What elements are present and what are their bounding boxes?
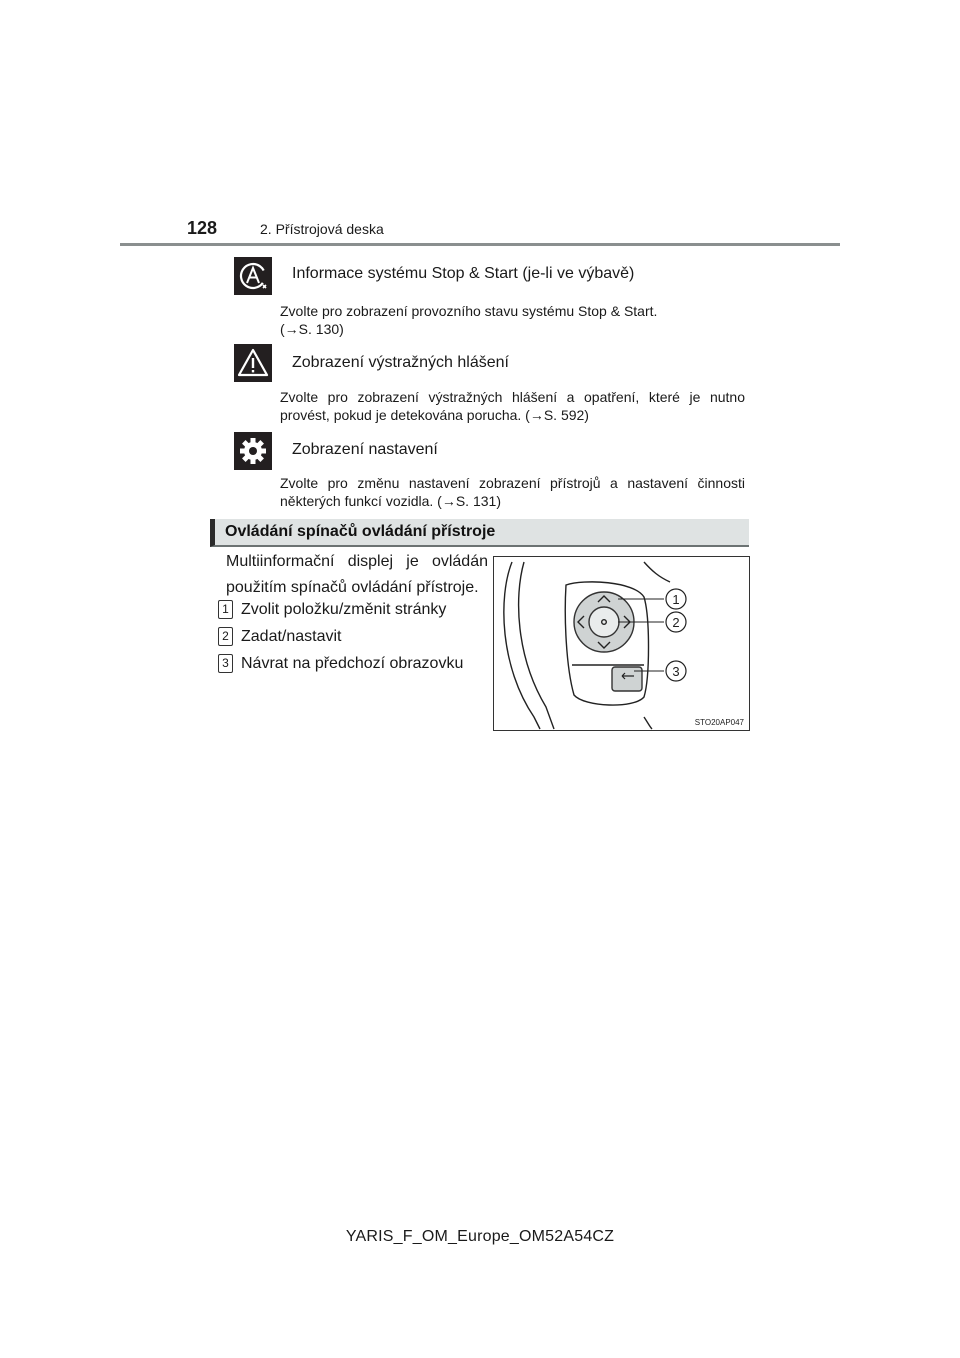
stop-start-icon [234,257,272,295]
desc-line: Zvolte pro zobrazení provozního stavu systému Stop & Start. [280,303,658,319]
list-text: Zadat/nastavit [241,628,342,645]
list-number: 3 [218,654,233,673]
item-title-settings: Zobrazení nastavení [292,441,438,458]
list-number: 1 [218,600,233,619]
steering-switch-illustration [493,556,750,731]
list-text: Návrat na předchozí obrazovku [241,655,464,672]
list-item [218,600,446,619]
gear-icon [234,432,272,470]
callout-3: 3 [672,664,680,679]
item-desc-stop-start [280,302,745,338]
header-divider [120,243,840,246]
desc-line: (→S. 130) [280,321,344,337]
illustration-code: STO20AP047 [694,718,744,727]
section-header [210,519,749,547]
desc-line: provést, pokud je detekována porucha. (→S. 592) [280,407,589,423]
item-title-warnings: Zobrazení výstražných hlášení [292,354,509,371]
item-desc-settings [280,474,745,510]
chapter-title: 2. Přístrojová deska [260,221,384,237]
callout-1: 1 [672,592,680,607]
footer-doc-code: YARIS_F_OM_Europe_OM52A54CZ [345,1228,615,1245]
desc-line: Zvolte pro zobrazení výstražných hlášení a opatření, které je nutno [280,389,745,405]
section-intro: Multiinformační displej je ovládán použitím spínačů ovládání přístroje. [226,553,488,596]
desc-line: některých funkcí vozidla. (→S. 131) [280,493,501,509]
page-number: 128 [187,218,218,238]
list-number: 2 [218,627,233,646]
warning-triangle-icon [234,344,272,382]
list-item [218,654,463,673]
item-title-stop-start: Informace systému Stop & Start (je-li ve výbavě) [292,265,635,282]
list-item [218,627,342,646]
item-desc-warnings [280,388,745,424]
callout-2: 2 [672,615,680,630]
list-text: Zvolit položku/změnit stránky [241,601,447,618]
desc-line: Zvolte pro změnu nastavení zobrazení přístrojů a nastavení činnosti [280,475,745,491]
section-title: Ovládání spínačů ovládání přístroje [225,523,496,540]
